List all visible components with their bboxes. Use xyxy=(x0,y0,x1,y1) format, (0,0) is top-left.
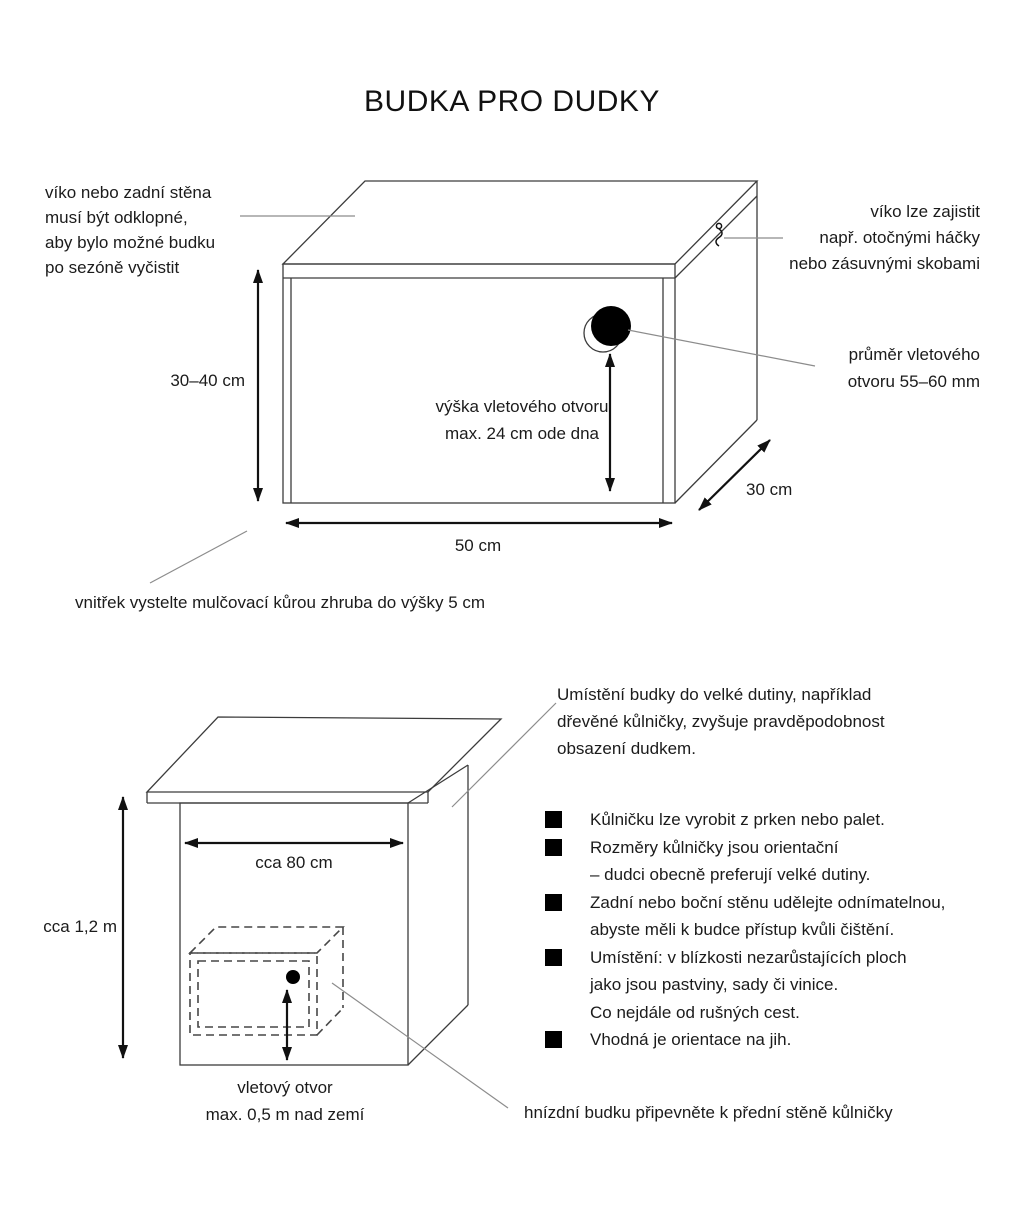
hole-diameter-leader xyxy=(628,330,815,366)
depth-dimension-label: 30 cm xyxy=(746,480,793,499)
list-item: Rozměry kůlničky jsou orientační – dudci obecně preferují velké dutiny. xyxy=(545,834,985,889)
hole-height-note: výška vletového otvoru max. 24 cm ode dna xyxy=(435,397,609,443)
lid-note: víko nebo zadní stěna musí být odklopné, aby bylo možné budku po sezóně vyčistit xyxy=(45,183,216,277)
bedding-note-leader xyxy=(150,531,247,583)
shed-roof xyxy=(147,717,501,792)
dashed-nest-box xyxy=(190,927,343,1035)
bullet-square-icon xyxy=(545,839,562,856)
shed-diagram xyxy=(123,703,556,1108)
page-title: BUDKA PRO DUDKY xyxy=(364,85,660,118)
height-dimension-label: 30–40 cm xyxy=(170,371,245,390)
shed-entrance-hole xyxy=(286,970,300,984)
shed-intro: Umístění budky do velké dutiny, například dřevěné kůlničky, zvyšuje pravděpodobnost obsazení dudkem. xyxy=(557,685,885,758)
entrance-hole xyxy=(591,306,631,346)
shed-notes-list xyxy=(545,806,985,1054)
shed-height-dimension-label: cca 1,2 m xyxy=(43,917,117,936)
hole-diameter-note: průměr vletového otvoru 55–60 mm xyxy=(847,345,980,391)
nest-box-diagram xyxy=(150,181,815,583)
attach-note: hnízdní budku připevněte k přední stěně kůlničky xyxy=(524,1103,893,1122)
box-top-face xyxy=(283,181,757,264)
shed-hole-note: vletový otvor max. 0,5 m nad zemí xyxy=(205,1078,365,1124)
hook-note: víko lze zajistit např. otočnými háčky nebo zásuvnými skobami xyxy=(789,202,980,273)
width-dimension-label: 50 cm xyxy=(454,536,502,555)
list-item: Zadní nebo boční stěnu udělejte odnímatelnou, abyste měli k budce přístup kvůli čištění. xyxy=(545,889,985,944)
box-front-face xyxy=(283,264,675,503)
bullet-square-icon xyxy=(545,949,562,966)
list-item: Vhodná je orientace na jih. xyxy=(545,1026,985,1054)
bedding-note: vnitřek vystelte mulčovací kůrou zhruba do výšky 5 cm xyxy=(75,593,486,612)
shed-width-dimension-label: cca 80 cm xyxy=(255,853,333,872)
list-item: Umístění: v blízkosti nezarůstajících ploch jako jsou pastviny, sady či vinice. Co nejdále od rušných cest. xyxy=(545,944,985,1027)
bullet-square-icon xyxy=(545,811,562,828)
list-item: Kůlničku lze vyrobit z prken nebo palet. xyxy=(545,806,985,834)
bullet-square-icon xyxy=(545,894,562,911)
bullet-square-icon xyxy=(545,1031,562,1048)
